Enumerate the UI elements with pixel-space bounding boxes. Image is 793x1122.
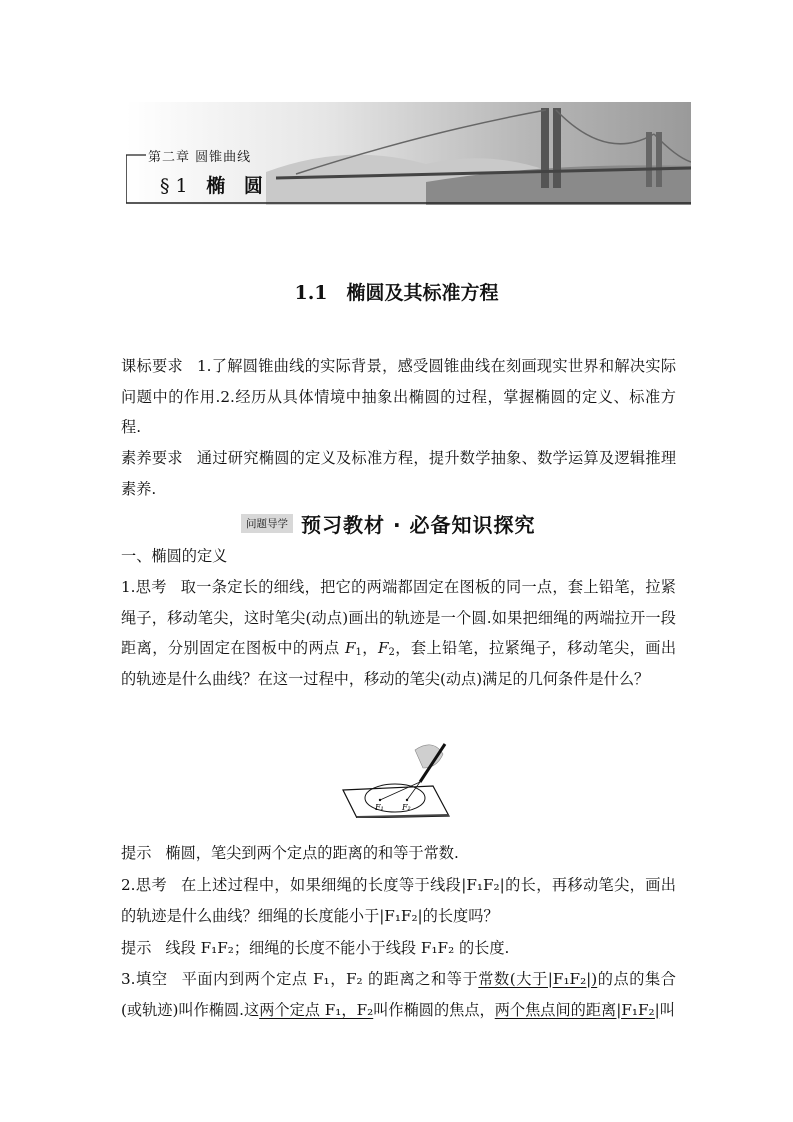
section-heading-row (241, 508, 536, 538)
q3-label: 3.填空 (121, 970, 168, 988)
page-title: 1.1 椭圆及其标准方程 (294, 282, 499, 304)
q3-blank-2: 两个定点 F₁，F₂ (259, 1000, 374, 1019)
curriculum-paragraph (121, 351, 676, 443)
q3-text-a: 平面内到两个定点 F₁，F₂ 的距离之和等于 (181, 970, 479, 988)
literacy-label: 素养要求 (121, 449, 183, 467)
f1-symbol: F (344, 639, 356, 657)
hint1-text: 椭圆，笔尖到两个定点的距离的和等于常数. (165, 844, 459, 862)
f1-subscript: 1 (355, 647, 362, 658)
q1-text-b: ，套上铅笔，拉紧绳子，移动笔尖，画出的轨迹是什么曲线？在这一过程中，移动的笔尖(动点)满足的几何条件是什么？ (121, 639, 677, 688)
section-badge: 问题导学 (241, 514, 293, 533)
hint-1 (121, 838, 676, 869)
hint2-text: 线段 F₁F₂；细绳的长度不能小于线段 F₁F₂ 的长度. (165, 939, 510, 957)
q2-label: 2.思考 (121, 876, 168, 894)
q3-blank-3: 两个焦点间的距离|F₁F₂| (494, 1000, 660, 1019)
curriculum-text: 1.了解圆锥曲线的实际背景，感受圆锥曲线在刻画现实世界和解决实际问题中的作用.2.经历从具体情境中抽象出椭圆的过程，掌握椭圆的定义、标准方程. (121, 357, 677, 436)
question-3 (121, 964, 676, 1025)
literacy-paragraph (121, 443, 676, 504)
subheading: 一、椭圆的定义 (121, 547, 228, 565)
q1-label: 1.思考 (121, 578, 167, 596)
q3-text-b: 的点的集合(或轨迹)叫作椭圆.这 (121, 970, 676, 1019)
f2-subscript: 2 (388, 647, 395, 658)
q1-separator: ， (361, 639, 378, 657)
figure-f1-label: F₁ (375, 803, 384, 812)
section-number: §1 (160, 175, 194, 197)
hint1-label: 提示 (121, 844, 152, 862)
f2-symbol: F (377, 639, 389, 657)
q3-text-c: 叫作椭圆的焦点， (373, 1000, 495, 1019)
literacy-text: 通过研究椭圆的定义及标准方程，提升数学抽象、数学运算及逻辑推理素养. (121, 449, 677, 498)
q3-text-d: 叫 (659, 1000, 675, 1019)
hint-2 (121, 933, 676, 964)
q3-blank-1: 常数(大于|F₁F₂|) (478, 970, 598, 988)
section-label (160, 171, 269, 198)
figure-f2-label: F₂ (402, 803, 411, 812)
ellipse-drawing-figure (335, 738, 455, 818)
hint2-label: 提示 (121, 939, 152, 957)
curriculum-label: 课标要求 (121, 357, 183, 375)
question-2 (121, 870, 676, 931)
chapter-label: 第二章 圆锥曲线 (148, 150, 252, 165)
q1-text-a: 取一条定长的细线，把它的两端都固定在图板的同一点，套上铅笔，拉紧绳子，移动笔尖，这时笔尖(动点)画出的轨迹是一个圆.如果把细绳的两端拉开一段距离，分别固定在图板中的两点 (121, 578, 676, 657)
section-heading: 预习教材 · 必备知识探究 (301, 512, 536, 537)
section-title: 椭 圆 (206, 175, 269, 197)
q2-text: 在上述过程中，如果细绳的长度等于线段|F₁F₂|的长，再移动笔尖，画出的轨迹是什么曲线？细绳的长度能小于|F₁F₂|的长度吗？ (121, 876, 676, 925)
question-1 (121, 572, 676, 694)
